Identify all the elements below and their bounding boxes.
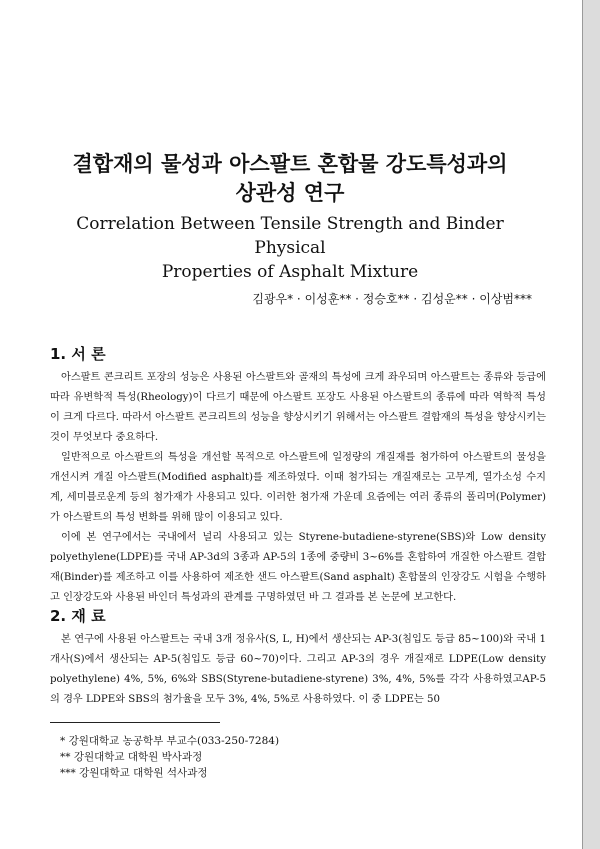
section-1-paragraph-1: 아스팔트 콘크리트 포장의 성능은 사용된 아스팔트와 골재의 특성에 크게 좌우되며 아스팔트는 종류와 등급에 따라 유변학적 특성(Rheology)이 다르기 때문에 아스팔트 포장도 사용된 아스팔트의 종류에 따라 역학적 특성이 크게 다르다. 따라서 아스팔트 콘크리트의 성능을 향상시키기 위해서는 아스팔트 결합재의 특성을 향상시키는 것이 무엇보다 중요하다.	[50, 372, 546, 443]
korean-title	[40, 150, 540, 208]
english-title-line-1: Correlation Between Tensile Strength and Binder Physical	[76, 214, 504, 258]
footnotes	[60, 733, 279, 781]
english-title-line-2: Properties of Asphalt Mixture	[161, 262, 419, 282]
footnote-1: * 강원대학교 농공학부 부교수(033-250-7284)	[60, 735, 280, 747]
scan-page-edge	[582, 0, 600, 849]
section-2-body	[50, 630, 546, 710]
english-title	[40, 212, 540, 284]
section-1-body	[50, 368, 546, 608]
footnote-divider	[50, 722, 220, 723]
section-2-heading: 2. 재 료	[50, 607, 106, 625]
section-1-paragraph-2: 일반적으로 아스팔트의 특성을 개선할 목적으로 아스팔트에 일정량의 개질재를 첨가하여 아스팔트의 물성을 개선시켜 개질 아스팔트(Modified asphalt)를 제조하였다. 이때 첨가되는 개질재로는 고무계, 열가소성 수지계, 세미블로운계 등의 첨가재가 사용되고 있다. 이러한 첨가재 가운데 요즘에는 여러 종류의 폴리머(Polymer)가 아스팔트의 특성 변화를 위해 많이 이용되고 있다.	[50, 452, 546, 523]
korean-title-line-1: 결합재의 물성과 아스팔트 혼합물 강도특성과의	[72, 152, 508, 176]
section-1-paragraph-3: 이에 본 연구에서는 국내에서 널리 사용되고 있는 Styrene-butadiene-styrene(SBS)와 Low density polyethylene(LDPE)를 국내 AP-3d의 3종과 AP-5의 1종에 중량비 3~6%를 혼합하여 개질한 아스팔트 결합재(Binder)를 제조하고 이를 사용하여 제조한 샌드 아스팔트(Sand asphalt) 혼합물의 인장강도 시험을 수행하고 인장강도와 사용된 바인더 특성과의 관계를 구명하였던 바 그 결과를 본 논문에 보고한다.	[50, 532, 546, 603]
korean-title-line-2: 상관성 연구	[235, 181, 345, 205]
author-list: 김광우* · 이성훈** · 정승호** · 김성운** · 이상범***	[252, 292, 532, 306]
footnote-3: *** 강원대학교 대학원 석사과정	[60, 767, 208, 779]
footnote-2: ** 강원대학교 대학원 박사과정	[60, 751, 203, 763]
section-2-paragraph-1: 본 연구에 사용된 아스팔트는 국내 3개 정유사(S, L, H)에서 생산되는 AP-3(침입도 등급 85~100)와 국내 1개사(S)에서 생산되는 AP-5(침입도 등급 60~70)이다. 그리고 AP-3의 경우 개질재로 LDPE(Low density polyethylene) 4%, 5%, 6%와 SBS(Styrene-butadiene-styrene) 3%, 4%, 5%를 각각 사용하였고AP-5의 경우 LDPE와 SBS의 첨가율을 모두 3%, 4%, 5%로 사용하였다. 이 중 LDPE는 50	[50, 634, 546, 705]
section-1-heading: 1. 서 론	[50, 345, 106, 363]
